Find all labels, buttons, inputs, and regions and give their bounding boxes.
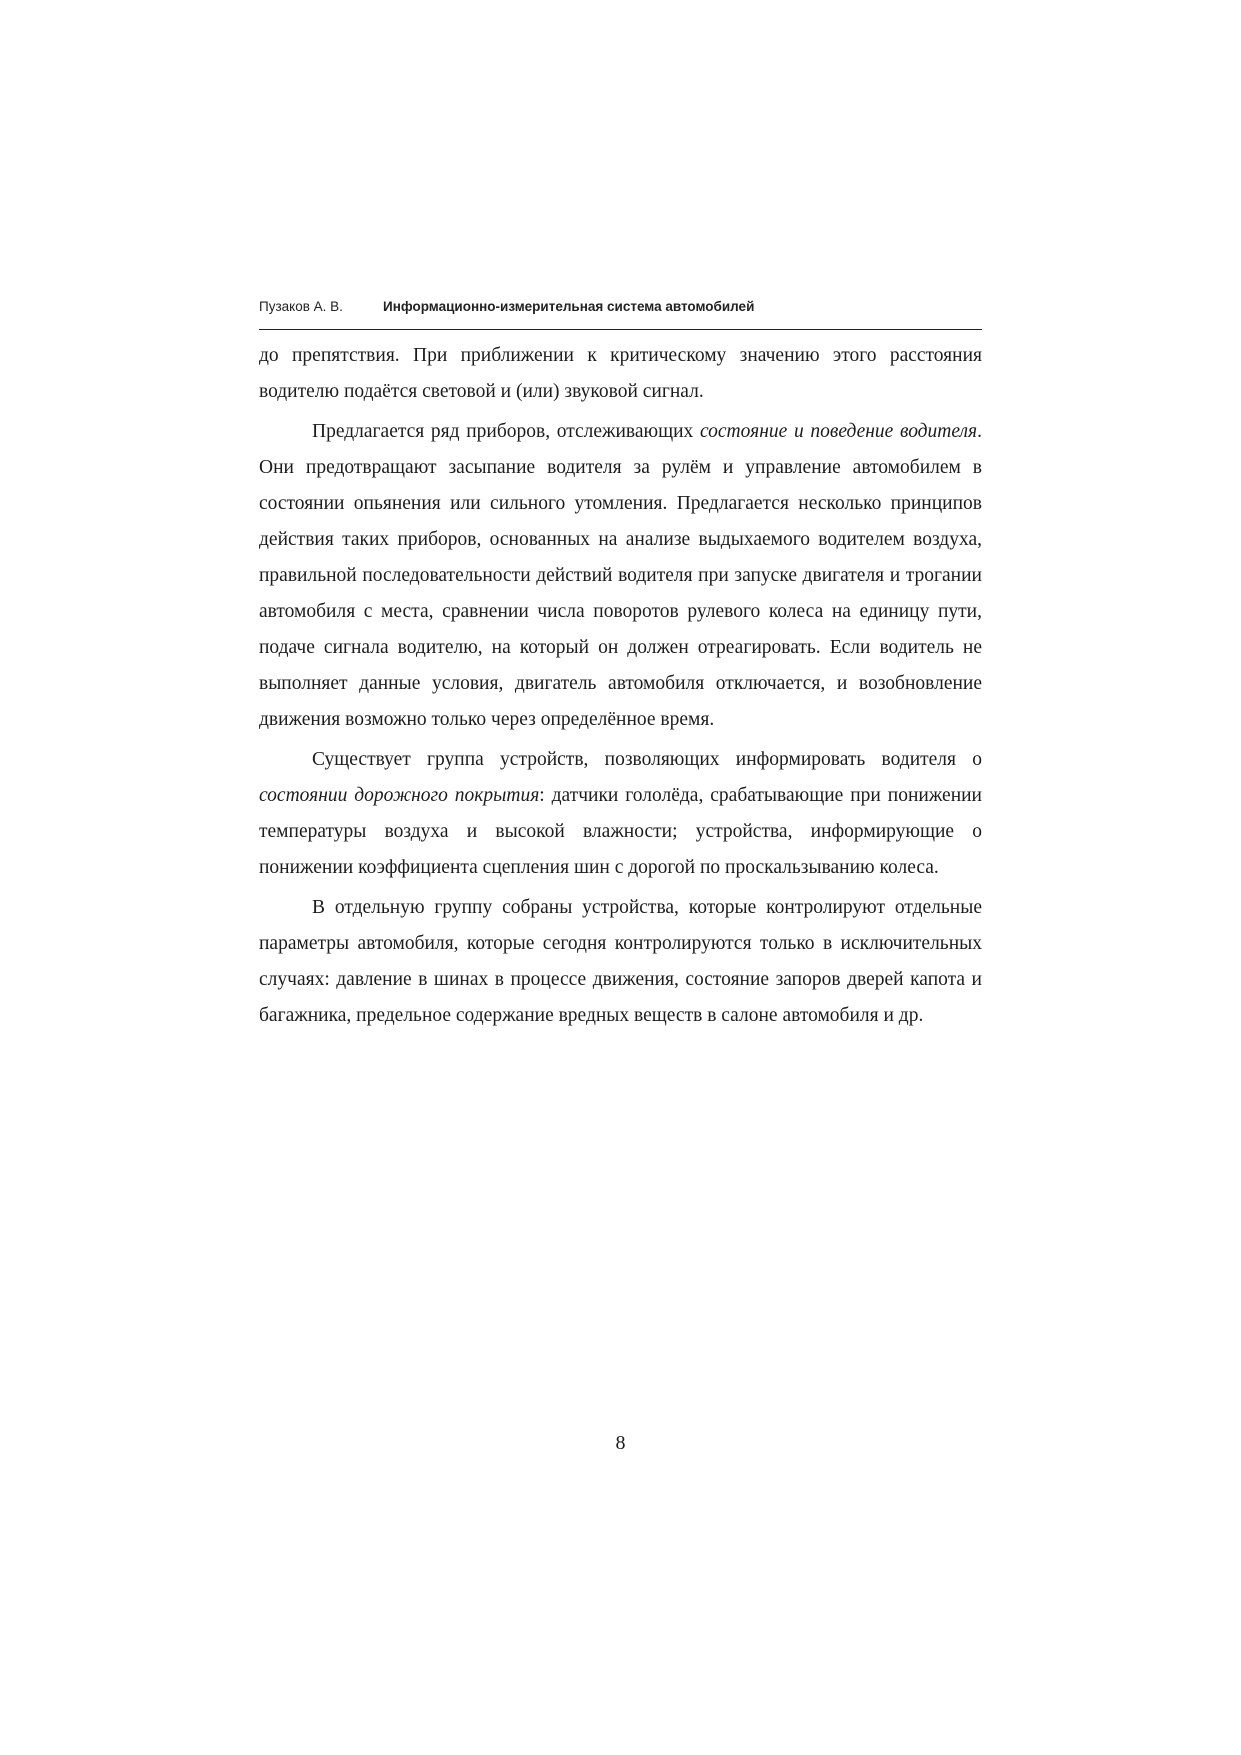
paragraph-3-text-a: Существует группа устройств, позволяющих информировать водителя о [312, 749, 982, 770]
header-author: Пузаков А. В. [259, 299, 343, 314]
paragraph-3-text-b: : датчики гололёда, срабатывающие при понижении температуры воздуха и высокой влажности; устройства, информирующие о понижении коэффициента сцепления шин с дорогой по проскальзыванию колеса. [259, 785, 982, 878]
body-text [259, 338, 982, 1034]
paragraph-2-emphasis: состояние и поведение водителя [699, 421, 978, 442]
paragraph-1-text: до препятствия. При приближении к критическому значению этого расстояния водителю подаётся световой и (или) звуковой сигнал. [259, 345, 982, 402]
paragraph-4-text: В отдельную группу собраны устройства, которые контролируют отдельные параметры автомобиля, которые сегодня контролируются только в исключительных случаях: давление в шинах в процессе движения, состояние запоров дверей капота и багажника, предельное содержание вредных веществ в салоне автомобиля и др. [259, 897, 982, 1026]
paragraph-2 [259, 414, 982, 738]
running-header [259, 299, 982, 330]
page-number: 8 [615, 1432, 626, 1454]
paragraph-3-emphasis: состоянии дорожного покрытия [259, 785, 540, 806]
paragraph-3 [259, 742, 982, 886]
paragraph-2-text-a: Предлагается ряд приборов, отслеживающих [312, 421, 700, 442]
paragraph-1 [259, 338, 982, 410]
paragraph-4 [259, 890, 982, 1034]
paragraph-2-text-b: . Они предотвращают засыпание водителя за рулём и управление автомобилем в состоянии опьянения или сильного утомления. Предлагается несколько принципов действия таких приборов, основанных на анализе выдыхаемого водителем воздуха, правильной последовательности действий водителя при запуске двигателя и трогании автомобиля с места, сравнении числа поворотов рулевого колеса на единицу пути, подаче сигнала водителю, на который он должен отреагировать. Если водитель не выполняет данные условия, двигатель автомобиля отключается, и возобновление движения возможно только через определённое время. [259, 421, 982, 730]
header-title: Информационно-измерительная система автомобилей [383, 299, 755, 314]
